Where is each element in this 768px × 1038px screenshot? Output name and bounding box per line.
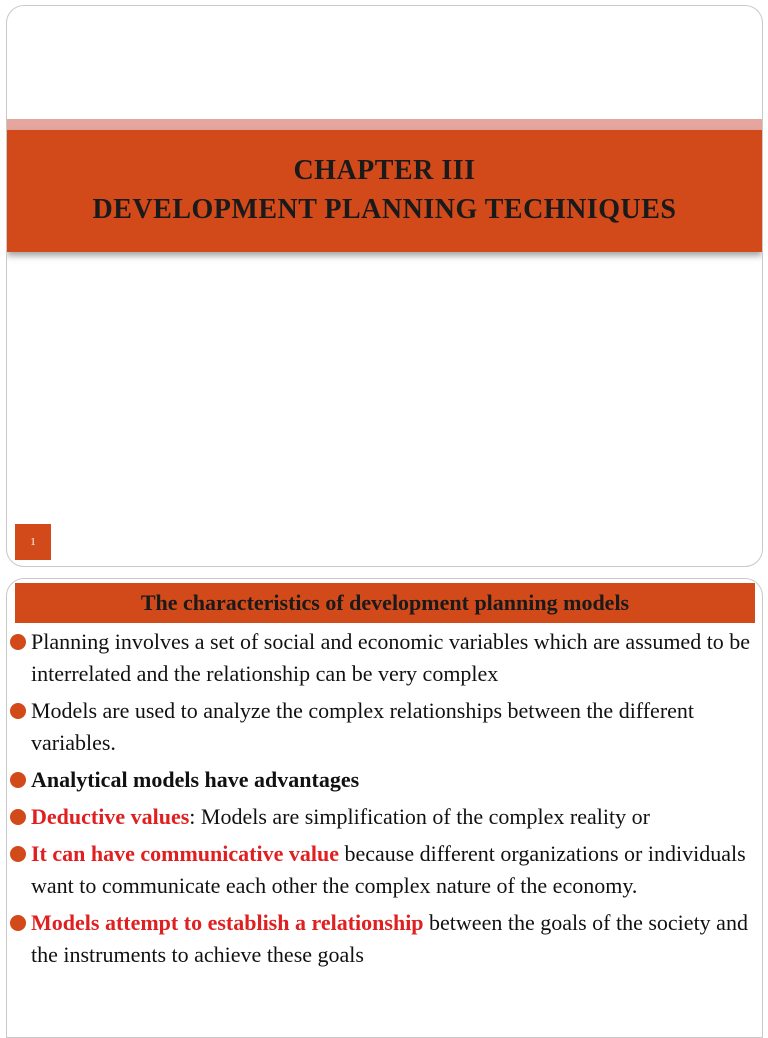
bullet-highlight: It can have communicative value <box>31 841 339 866</box>
bullet-text: Planning involves a set of social and economic variables which are assumed to be interrelated and the relationship can be very complex <box>31 629 751 686</box>
bullet-text: : Models are simplification of the complex reality or <box>189 804 650 829</box>
bullet-text: Models are used to analyze the complex relationships between the different variables. <box>31 698 695 755</box>
bullet-dot-icon <box>10 846 26 862</box>
bullet-dot-icon <box>10 772 26 788</box>
slide-heading: The characteristics of development planning models <box>15 583 755 623</box>
list-item <box>7 838 763 902</box>
bullet-text: between the goals of the society and the instruments to achieve these goals <box>31 910 748 967</box>
list-item <box>7 907 763 971</box>
title-accent-strip <box>7 119 762 130</box>
bullet-dot-icon <box>10 703 26 719</box>
bullet-highlight: Deductive values <box>31 804 190 829</box>
list-item <box>7 764 763 796</box>
bullet-dot-icon <box>10 915 26 931</box>
bullet-list <box>7 626 763 976</box>
list-item <box>7 695 763 759</box>
bullet-text: Analytical models have advantages <box>31 767 360 792</box>
chapter-title: CHAPTER III <box>293 155 476 186</box>
slide-2 <box>6 578 763 1038</box>
bullet-text: because different organizations or individuals want to communicate each other the complex nature of the economy. <box>31 841 746 898</box>
title-band <box>7 130 762 252</box>
bullet-dot-icon <box>10 634 26 650</box>
slide-1 <box>6 5 763 567</box>
bullet-highlight: Models attempt to establish a relationship <box>31 910 424 935</box>
chapter-subtitle: DEVELOPMENT PLANNING TECHNIQUES <box>92 194 677 225</box>
list-item <box>7 801 763 833</box>
bullet-dot-icon <box>10 809 26 825</box>
list-item <box>7 626 763 690</box>
page-number: 1 <box>15 524 51 560</box>
